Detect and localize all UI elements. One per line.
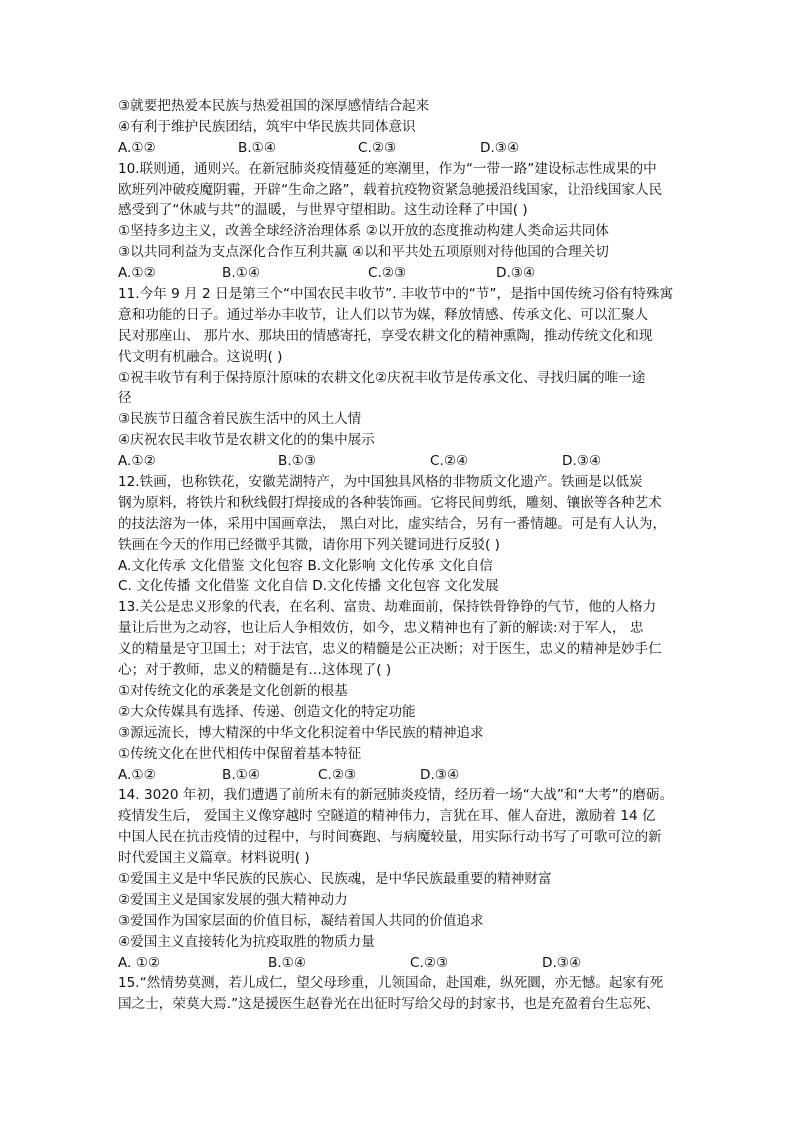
option-c[interactable]: C.②③ bbox=[358, 139, 397, 156]
question-stem-line: 民对那座山、 那片水、那块田的情感寄托，享受农耕文化的精神熏陶，推动传统文化和现 bbox=[118, 327, 653, 344]
question-stem-line: 义的精量是守卫国土；对于法官，忠义的精髓是公正决断；对于医生，忠义的精神是妙手仁 bbox=[118, 641, 662, 658]
statement-line: 径 bbox=[118, 390, 132, 407]
statement-line: ②爱国主义是国家发展的强大精神动力 bbox=[118, 891, 348, 908]
statement-line: ①祝丰收节有利于保持原汁原味的农耕文化②庆祝丰收节是传承文化、寻找归属的唯一途 bbox=[118, 369, 646, 386]
option-d[interactable]: D.③④ bbox=[480, 139, 520, 156]
question-10 bbox=[118, 159, 678, 284]
question-stem-line: 欧班列冲破疫魔阴霾，开辟“生命之路”，载着抗疫物资紧急驰援沿线国家，让沿线国家人民 bbox=[118, 181, 663, 198]
question-stem-line: 意和功能的日子。通过举办丰收节，让人们以节为媒，释放情感、传承文化、可以汇聚人 bbox=[118, 306, 649, 323]
option-c[interactable]: C.②③ bbox=[318, 766, 357, 783]
statement-line: ④庆祝农民丰收节是农耕文化的的集中展示 bbox=[118, 432, 375, 449]
option-d[interactable]: D.③④ bbox=[542, 954, 582, 971]
question-13 bbox=[118, 597, 678, 785]
question-stem-line: 时代爱国主义篇章。材料说明( ) bbox=[118, 850, 310, 867]
option-c[interactable]: C.②③ bbox=[368, 265, 407, 282]
option-a[interactable]: A.①② bbox=[118, 265, 156, 282]
statement-line: ④有利于维护民族团结，筑牢中华民族共同体意识 bbox=[118, 118, 416, 135]
answer-options bbox=[118, 451, 678, 472]
statement-line: ①对传统文化的承袭是文化创新的根基 bbox=[118, 682, 348, 699]
option-b[interactable]: B.①④ bbox=[222, 265, 261, 282]
question-stem-line: 11.今年 9 月 2 日是第三个“中国农民丰收节”. 丰收节中的“节”，是指中国传统习俗有特殊寓 bbox=[118, 286, 674, 303]
question-12 bbox=[118, 472, 678, 597]
question-14 bbox=[118, 785, 678, 973]
answer-options bbox=[118, 138, 678, 159]
question-stem-line: 心；对于教师，忠义的精髓是有…这体现了( ) bbox=[118, 662, 392, 679]
statement-line: ①传统文化在世代相传中保留着基本特征 bbox=[118, 745, 362, 762]
option-a[interactable]: A.①② bbox=[118, 766, 156, 783]
option-b[interactable]: B.①③ bbox=[278, 453, 317, 470]
statement-line: ①爱国主义是中华民族的民族心、民族魂，是中华民族最重要的精神财富 bbox=[118, 870, 552, 887]
question-stem-line: 的技法溶为一体，采用中国画章法， 黑白对比，虚实结合，另有一番情趣。可是有人认为， bbox=[118, 515, 667, 532]
question-stem-line: 疫情发生后， 爱国主义像穿越时 空隧道的精神伟力，言犹在耳、催人奋进，激励着 14 亿 bbox=[118, 808, 656, 825]
option-c[interactable]: C.②④ bbox=[430, 453, 469, 470]
statement-line: ④爱国主义直接转化为抗疫取胜的物质力量 bbox=[118, 933, 375, 950]
question-stem-line: 代文明有机融合。这说明( ) bbox=[118, 348, 283, 365]
question-15 bbox=[118, 973, 678, 1015]
question-stem-line: 13.关公是忠义形象的代表，在名利、富贵、劫难面前，保持铁骨铮铮的气节，他的人格力 bbox=[118, 599, 657, 616]
question-stem-line: 12.铁画，也称铁花，安徽芜湖特产，为中国独具风格的非物质文化遗产。铁画是以低炭 bbox=[118, 474, 643, 491]
option-b[interactable]: B.①④ bbox=[238, 139, 277, 156]
option-c[interactable]: C.②③ bbox=[410, 954, 449, 971]
question-stem-line: 15.“然情势莫测，若儿成仁，望父母珍重，儿领国命，赴国难，纵死圜，亦无憾。起家有死 bbox=[118, 975, 664, 992]
option-d[interactable]: D.③④ bbox=[562, 453, 602, 470]
answer-options bbox=[118, 765, 678, 786]
statement-line: ③就要把热爱本民族与热爱祖国的深厚感情结合起来 bbox=[118, 98, 430, 114]
option-d[interactable]: D.③④ bbox=[496, 265, 536, 282]
question-stem-line: 铁画在今天的作用已经微乎其微，请你用下列关键词进行反驳( ) bbox=[118, 536, 500, 553]
question-9-tail bbox=[118, 96, 678, 159]
question-stem-line: 14. 3020 年初，我们遭遇了前所未有的新冠肺炎疫情，经历着一场“大战”和“大考”的磨砺。 bbox=[118, 787, 674, 804]
statement-line: ③爱国作为国家层面的价值目标，凝结着国人共同的价值追求 bbox=[118, 912, 484, 929]
statement-line: ③以共同利益为支点深化合作互利共赢 ④以和平共处五项原则对待他国的合理关切 bbox=[118, 244, 609, 261]
answer-options bbox=[118, 953, 678, 974]
option-b[interactable]: B.①④ bbox=[222, 766, 261, 783]
statement-line: ②大众传媒具有选择、传递、创造文化的特定功能 bbox=[118, 703, 416, 720]
question-11 bbox=[118, 284, 678, 472]
option-a[interactable]: A.①② bbox=[118, 453, 156, 470]
exam-page bbox=[118, 96, 678, 1015]
option-d[interactable]: D.③④ bbox=[420, 766, 460, 783]
answer-option-row[interactable]: C. 文化传播 文化借鉴 文化自信 D.文化传播 文化包容 文化发展 bbox=[118, 578, 499, 595]
question-stem-line: 国之士，荣莫大焉.”这是援医生赵眷光在出征时写给父母的封家书，也是充盈着台生忘死、 bbox=[118, 996, 660, 1013]
question-stem-line: 中国人民在抗击疫情的过程中，与时间赛跑、与病魔较量，用实际行动书写了可歌可泣的新 bbox=[118, 829, 662, 846]
question-stem-line: 10.联则通，通则兴。在新冠肺炎疫情蔓延的寒潮里，作为“一带一路”建设标志性成果的中 bbox=[118, 160, 657, 177]
question-stem-line: 感受到了“休戚与共”的温暖，与世界守望相助。这生动诠释了中国( ) bbox=[118, 202, 528, 219]
statement-line: ③源远流长，博大精深的中华文化积淀着中华民族的精神追求 bbox=[118, 724, 484, 741]
statement-line: ③民族节日蕴含着民族生活中的风土人情 bbox=[118, 411, 362, 428]
option-a[interactable]: A. ①② bbox=[118, 954, 161, 971]
answer-option-row[interactable]: A.文化传承 文化借鉴 文化包容 B.文化影响 文化传承 文化自信 bbox=[118, 557, 493, 574]
statement-line: ①坚持多边主义，改善全球经济治理体系 ②以开放的态度推动构建人类命运共同体 bbox=[118, 223, 609, 240]
question-stem-line: 钢为原料，将铁片和秋线假打焊接成的各种装饰画。它将民间剪纸，雕刻、镶嵌等各种艺术 bbox=[118, 494, 662, 511]
option-b[interactable]: B.①④ bbox=[268, 954, 307, 971]
question-stem-line: 量让后世为之动容，也让后人争相效仿，如今，忠义精神也有了新的解读:对于军人， 忠 bbox=[118, 620, 644, 637]
option-a[interactable]: A.①② bbox=[118, 139, 156, 156]
answer-options bbox=[118, 263, 678, 284]
